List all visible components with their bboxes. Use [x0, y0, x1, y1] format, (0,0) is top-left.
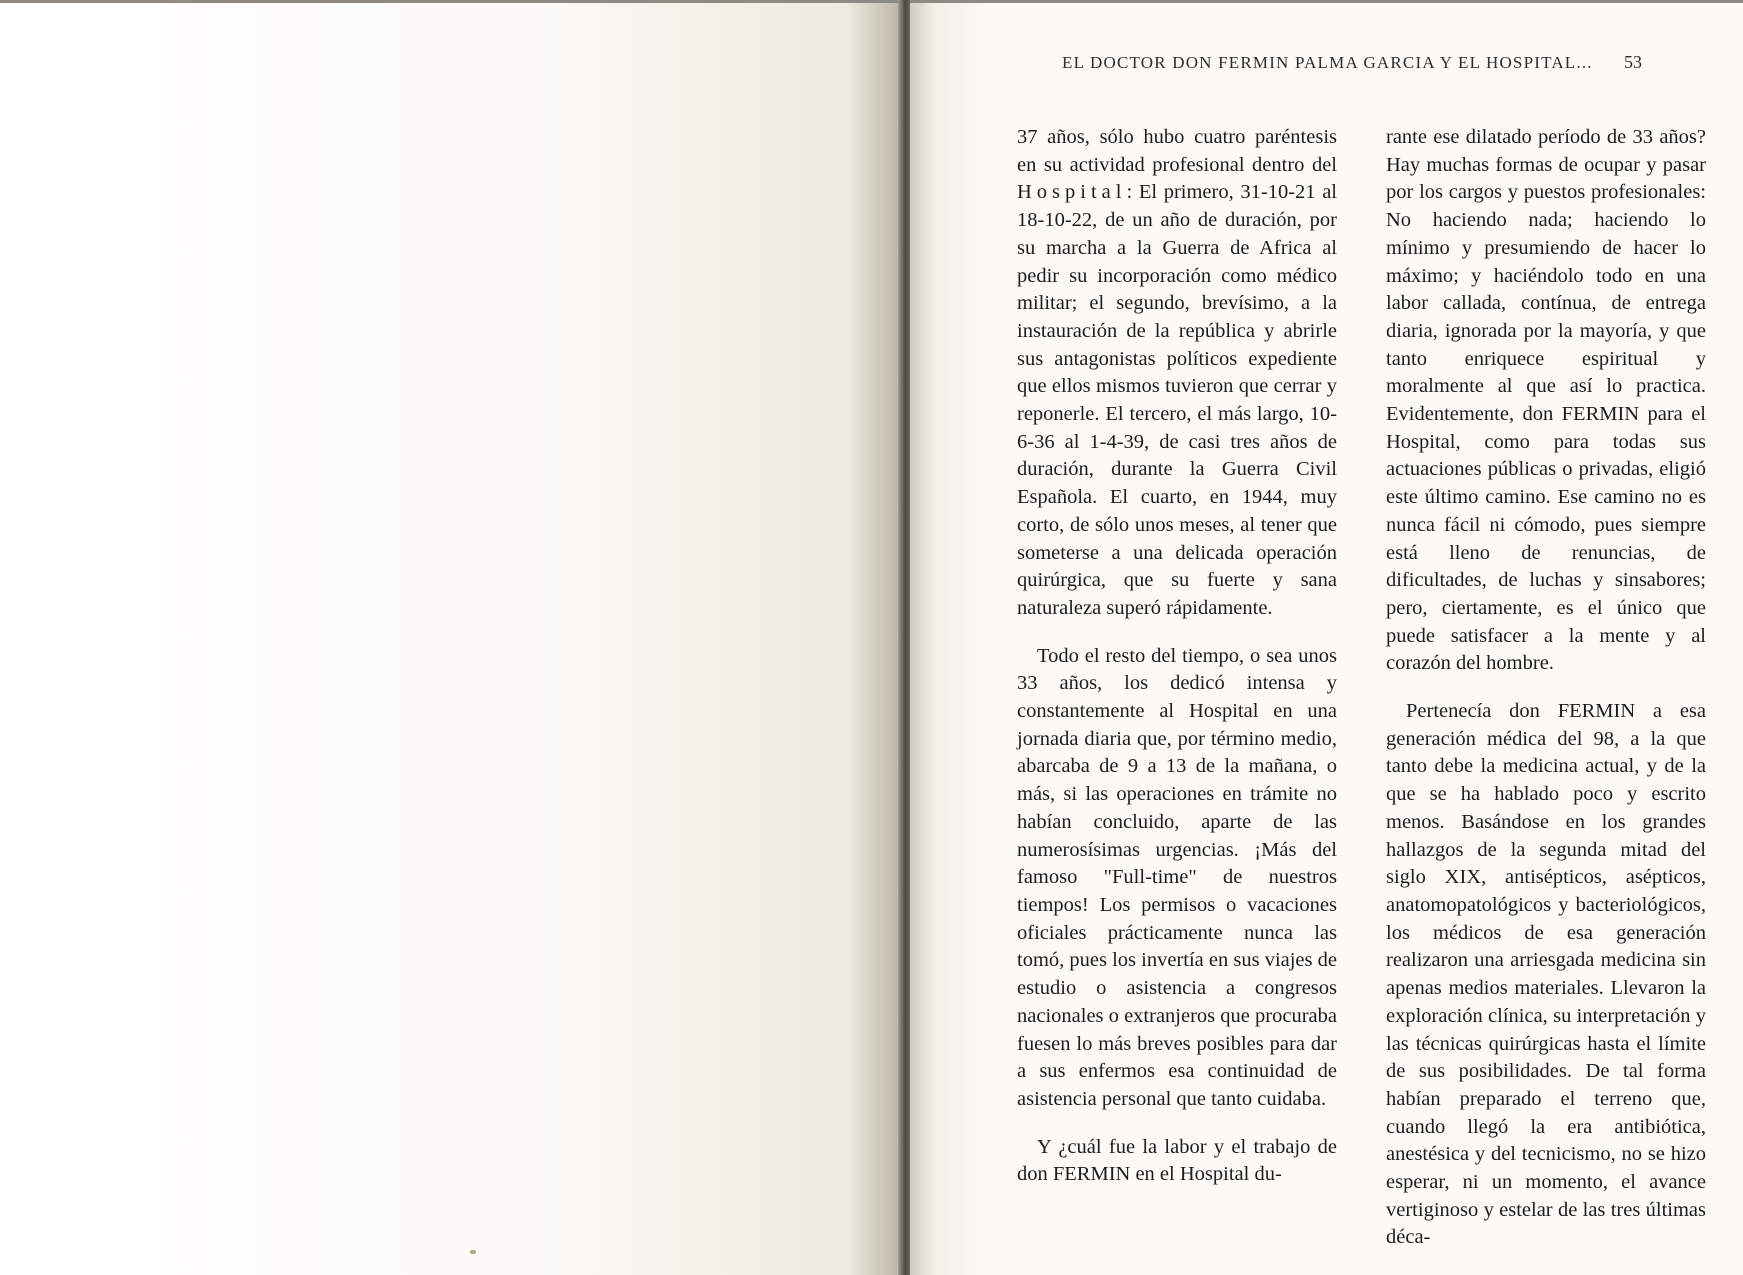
book-gutter — [898, 0, 910, 1275]
page-number: 53 — [1624, 52, 1642, 72]
text-column-left — [1017, 124, 1337, 1189]
running-head — [1062, 52, 1642, 73]
paragraph-2: Todo el resto del tiempo, o sea unos 33 años, los dedicó intensa y constantemente al Hospital en una jornada diaria que, por término medio, abarcaba de 9 a 13 de la mañana, o más, si las operaciones en trámite no habían concluido, aparte de las numerosísimas urgencias. ¡Más del famoso "Full-time" de nuestros tiempos! Los permisos o vacaciones oficiales prácticamente nunca las tomó, pues los invertía en sus viajes de estudio o asistencia a congresos nacionales o extranjeros que procuraba fuesen lo más breves posibles para dar a sus enfermos esa continuidad de asistencia personal que tanto cuidaba. — [1017, 644, 1337, 1110]
paragraph-3: Y ¿cuál fue la labor y el trabajo de don FERMIN en el Hospital du- — [1017, 1135, 1337, 1186]
page-top-edge — [910, 0, 1743, 3]
right-page — [910, 0, 1743, 1275]
paragraph-5: Pertenecía don FERMIN a esa generación médica del 98, a la que tanto debe la medicina actual, y de la que se ha hablado poco y escrito menos. Basándose en los grandes hallazgos de la segunda mitad del siglo XIX, antisépticos, asépticos, anatomopatológicos y bacteriológicos, los médicos de esa generación realizaron una arriesgada medicina sin apenas medios materiales. Llevaron la exploración clínica, su interpretación y las técnicas quirúrgicas hasta el límite de sus posibilidades. De tal forma habían preparado el terreno que, cuando llegó la era antibiótica, anestésica y del tecnicismo, no se hizo esperar, ni un momento, el avance vertiginoso y estelar de las tres últimas déca- — [1386, 700, 1706, 1249]
paragraph-1-part-b: : El primero, 31-10-21 al 18-10-22, de un año de duración, por su marcha a la Guerra de Africa al pedir su incorporación como médico militar; el segundo, brevísimo, a la instauración de la república y abrirle sus antagonistas políticos expediente que ellos mismos tuvieron que cerrar y reponerle. El tercero, el más largo, 10-6-36 al 1-4-39, de casi tres años de duración, durante la Guerra Civil Española. El cuarto, en 1944, muy corto, de sólo unos meses, al tener que someterse a una delicada operación quirúrgica, que su fuerte y sana naturaleza superó rápidamente. — [1017, 181, 1337, 619]
text-column-right — [1386, 124, 1706, 1252]
paragraph-1 — [1017, 124, 1337, 623]
paragraph-1-part-a: 37 años, sólo hubo cuatro paréntesis en su actividad profesional dentro del — [1017, 126, 1337, 176]
spaced-word-hospital: Hospital — [1017, 181, 1127, 204]
paragraph-4: rante ese dilatado período de 33 años? Hay muchas formas de ocupar y pasar por los cargos y puestos profesionales: No haciendo nada; haciendo lo mínimo y presumiendo de hacer lo máximo; y haciéndolo todo en una labor callada, contínua, de entrega diaria, ignorada por la mayoría, y que tanto enriquece espiritual y moralmente al que así lo practica. Evidentemente, don FERMIN para el Hospital, como para todas sus actuaciones públicas o privadas, eligió este último camino. Ese camino no es nunca fácil ni cómodo, pues siempre está lleno de renuncias, de dificultades, de luchas y sinsabores; pero, ciertamente, es el único que puede satisfacer a la mente y al corazón del hombre. — [1386, 126, 1706, 675]
page-top-edge — [0, 0, 902, 3]
running-head-title: EL DOCTOR DON FERMIN PALMA GARCIA Y EL HOSPITAL... — [1062, 53, 1593, 72]
page-speck — [470, 1250, 476, 1254]
